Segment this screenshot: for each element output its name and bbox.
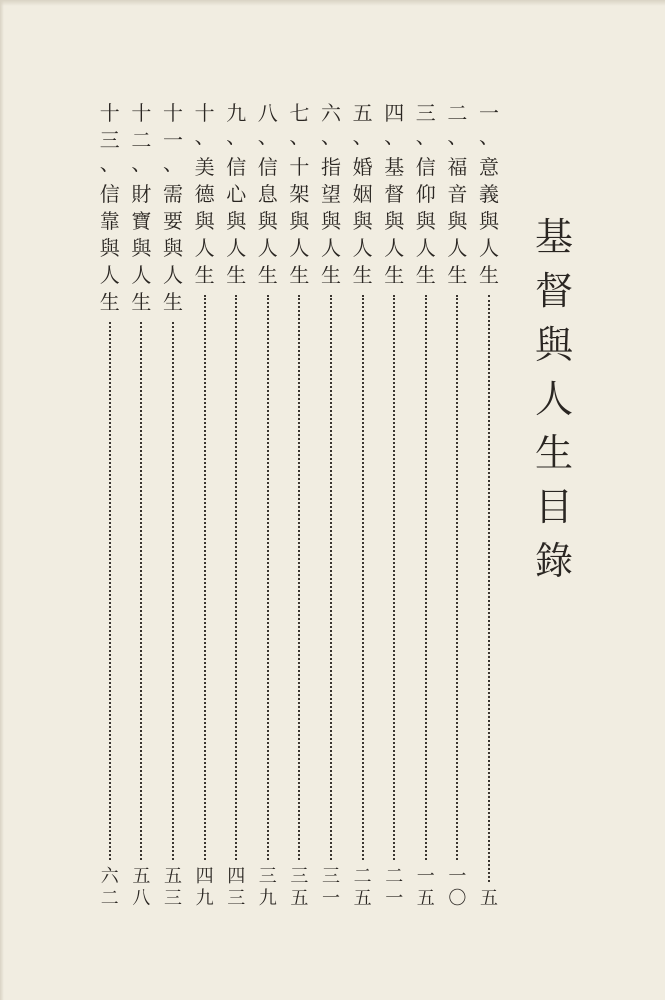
toc-entry-title: 與 — [352, 209, 373, 233]
page-edge-shadow-left — [0, 0, 4, 1000]
page-number-glyph: 九 — [258, 888, 277, 909]
dot-leader — [425, 295, 427, 860]
toc-entry-label — [286, 100, 312, 289]
title-glyph: 生 — [534, 431, 573, 475]
toc-entry-label — [381, 100, 407, 289]
toc-entry[interactable] — [318, 100, 344, 910]
enumeration-comma: 、 — [289, 124, 310, 148]
toc-entry-title: 要 — [163, 209, 183, 233]
toc-entry-title: 與 — [321, 209, 341, 233]
toc-entry-page-number — [350, 866, 376, 910]
toc-entry-title: 生 — [226, 263, 247, 287]
toc-entry-title: 生 — [99, 290, 120, 314]
toc-entry-label — [350, 100, 376, 289]
toc-entry-title: 與 — [194, 209, 215, 233]
toc-entry-page-number — [444, 866, 470, 910]
dot-leader — [362, 295, 364, 860]
toc-entry-page-number — [128, 866, 154, 910]
toc-entry-number: 六 — [321, 101, 341, 125]
toc-entry-label — [97, 100, 123, 316]
toc-entry-label — [476, 100, 502, 289]
dot-leader — [109, 322, 111, 860]
toc-entry-title: 生 — [163, 290, 183, 314]
toc-entry-number: 七 — [289, 101, 310, 125]
enumeration-comma: 、 — [257, 124, 278, 148]
toc-entry-title: 信 — [99, 182, 120, 206]
toc-entry[interactable] — [128, 100, 154, 910]
toc-entry-title: 意 — [479, 155, 499, 179]
page-number-glyph: 一 — [385, 888, 404, 909]
title-glyph: 與 — [534, 323, 573, 367]
toc-entry-title: 與 — [99, 236, 120, 260]
page-number-glyph: 六 — [100, 866, 119, 887]
toc-entry[interactable] — [286, 100, 312, 910]
toc-entry-label — [128, 100, 154, 316]
toc-entry-title: 與 — [447, 209, 468, 233]
toc-entry-title: 督 — [384, 182, 405, 206]
toc-entry-page-number — [413, 866, 439, 910]
toc-entry-title: 音 — [447, 182, 468, 206]
dot-leader — [172, 322, 174, 860]
page-number-glyph: 五 — [416, 888, 435, 909]
page-number-glyph: 一 — [416, 866, 435, 887]
toc-entry-page-number — [318, 866, 344, 910]
toc-entry-title: 美 — [194, 155, 215, 179]
toc-entry-title: 息 — [257, 182, 278, 206]
toc-entry-label — [413, 100, 439, 289]
toc-entry-title: 生 — [257, 263, 278, 287]
toc-entry-title: 人 — [384, 236, 405, 260]
toc-entry-number: 十 — [99, 101, 120, 125]
toc-entry-title: 婚 — [352, 155, 373, 179]
dot-leader — [204, 295, 206, 860]
toc-entry-page-number — [286, 866, 312, 910]
toc-entry-title: 架 — [289, 182, 310, 206]
enumeration-comma: 、 — [321, 124, 341, 148]
toc-entry-title: 生 — [289, 263, 310, 287]
toc-entry-number: 三 — [99, 128, 120, 152]
toc-entry-title: 義 — [479, 182, 499, 206]
toc-entry-title: 姻 — [352, 182, 373, 206]
toc-entry-title: 與 — [289, 209, 310, 233]
toc-entry-page-number — [255, 866, 281, 910]
dot-leader — [393, 295, 395, 860]
toc-entry-title: 與 — [479, 209, 499, 233]
dot-leader — [330, 295, 332, 860]
toc-entry[interactable] — [192, 100, 218, 910]
toc-entry-number: 十 — [194, 101, 215, 125]
toc-entry-title: 靠 — [99, 209, 120, 233]
page-number-glyph: 四 — [195, 866, 214, 887]
page-number-glyph: 三 — [322, 866, 340, 887]
toc-entry-title: 信 — [257, 155, 278, 179]
page-number-glyph: 九 — [195, 888, 214, 909]
title-glyph: 督 — [534, 269, 573, 313]
toc-entry-title: 生 — [194, 263, 215, 287]
toc-entry[interactable] — [223, 100, 249, 910]
toc-entry-number: 一 — [163, 128, 183, 152]
page-number-glyph: 二 — [353, 866, 372, 887]
toc-entry-title: 人 — [289, 236, 310, 260]
enumeration-comma: 、 — [131, 151, 152, 175]
toc-entry-page-number — [160, 866, 186, 910]
toc-entry-number: 二 — [131, 128, 152, 152]
toc-entry-number: 十 — [131, 101, 152, 125]
toc-entry-title: 信 — [226, 155, 247, 179]
toc-entry-label — [192, 100, 218, 289]
page-number-glyph: 三 — [290, 866, 309, 887]
toc-entry-number: 五 — [352, 101, 373, 125]
toc-entry-label — [255, 100, 281, 289]
toc-entry-page-number — [476, 888, 502, 910]
title-glyph: 目 — [534, 485, 573, 529]
toc-entry-number: 四 — [384, 101, 405, 125]
toc-entry-title: 與 — [226, 209, 247, 233]
toc-entry-title: 德 — [194, 182, 215, 206]
dot-leader — [488, 295, 490, 882]
toc-entry-title: 與 — [163, 236, 183, 260]
toc-entry-title: 人 — [415, 236, 436, 260]
page-number-glyph: 二 — [385, 866, 404, 887]
toc-entry-title: 需 — [163, 182, 183, 206]
page-number-glyph: 五 — [480, 888, 498, 909]
toc-entry-label — [160, 100, 186, 316]
toc-entry-label — [444, 100, 470, 289]
enumeration-comma: 、 — [479, 124, 499, 148]
toc-entry-number: 九 — [226, 101, 247, 125]
toc-entry-label — [318, 100, 344, 289]
toc-entry-title: 與 — [257, 209, 278, 233]
page-edge-shadow — [0, 0, 665, 6]
enumeration-comma: 、 — [99, 151, 120, 175]
page-number-glyph: 二 — [100, 888, 119, 909]
page-number-glyph: 一 — [448, 866, 467, 887]
toc-entry-title: 指 — [321, 155, 341, 179]
toc-entry-title: 人 — [257, 236, 278, 260]
enumeration-comma: 、 — [447, 124, 468, 148]
dot-leader — [267, 295, 269, 860]
toc-entry-title: 財 — [131, 182, 152, 206]
toc-entry-title: 人 — [226, 236, 247, 260]
page-number-glyph: 一 — [322, 888, 340, 909]
toc-entry[interactable] — [350, 100, 376, 910]
page-number-glyph: 五 — [164, 866, 182, 887]
toc-entry-title: 人 — [131, 263, 152, 287]
page-number-glyph: 五 — [290, 888, 309, 909]
toc-entry-title: 與 — [131, 236, 152, 260]
toc-entry-page-number — [97, 866, 123, 910]
toc-entry-title: 生 — [352, 263, 373, 287]
toc-entry-title: 生 — [131, 290, 152, 314]
page-number-glyph: 三 — [227, 888, 246, 909]
toc-entry-title: 福 — [447, 155, 468, 179]
page-number-glyph: 三 — [164, 888, 182, 909]
toc-entry-title: 寶 — [131, 209, 152, 233]
title-glyph: 錄 — [534, 539, 573, 583]
page-number-glyph: 三 — [258, 866, 277, 887]
toc-entry-title: 望 — [321, 182, 341, 206]
page-number-glyph: 八 — [132, 888, 151, 909]
toc-entry[interactable] — [413, 100, 439, 910]
dot-leader — [235, 295, 237, 860]
enumeration-comma: 、 — [163, 151, 183, 175]
toc-entry-title: 人 — [479, 236, 499, 260]
toc-entry-page-number — [192, 866, 218, 910]
toc-entry-page-number — [223, 866, 249, 910]
toc-entry-title: 人 — [321, 236, 341, 260]
toc-entry-title: 十 — [289, 155, 310, 179]
page-number-glyph: 五 — [353, 888, 372, 909]
toc-entry-number: 一 — [479, 101, 499, 125]
enumeration-comma: 、 — [384, 124, 405, 148]
enumeration-comma: 、 — [352, 124, 373, 148]
page-title — [532, 215, 576, 596]
toc-entry-title: 人 — [352, 236, 373, 260]
toc-entry-title: 生 — [321, 263, 341, 287]
toc-entry-title: 心 — [226, 182, 247, 206]
toc-entry-title: 生 — [384, 263, 405, 287]
toc-entry-title: 生 — [447, 263, 468, 287]
toc-entry-title: 生 — [479, 263, 499, 287]
toc-entry[interactable] — [97, 100, 123, 910]
page-number-glyph: 〇 — [448, 888, 467, 909]
toc-entry-title: 生 — [415, 263, 436, 287]
toc-entry-number: 八 — [257, 101, 278, 125]
toc-entry[interactable] — [160, 100, 186, 910]
title-glyph: 基 — [534, 215, 573, 259]
toc-entry[interactable] — [381, 100, 407, 910]
toc-entry-title: 基 — [384, 155, 405, 179]
toc-entry-number: 三 — [415, 101, 436, 125]
toc-entry[interactable] — [444, 100, 470, 910]
toc-entry-title: 仰 — [415, 182, 436, 206]
dot-leader — [456, 295, 458, 860]
toc-entry-title: 人 — [194, 236, 215, 260]
toc-entry-label — [223, 100, 249, 289]
toc-entry[interactable] — [255, 100, 281, 910]
dot-leader — [140, 322, 142, 860]
toc-entry-title: 與 — [384, 209, 405, 233]
toc-entry-number: 二 — [447, 101, 468, 125]
enumeration-comma: 、 — [226, 124, 247, 148]
table-of-contents — [84, 100, 504, 920]
page-number-glyph: 五 — [132, 866, 151, 887]
toc-entry-title: 信 — [415, 155, 436, 179]
toc-entry-title: 人 — [99, 263, 120, 287]
toc-entry-page-number — [381, 866, 407, 910]
title-glyph: 人 — [534, 377, 573, 421]
toc-entry-title: 人 — [447, 236, 468, 260]
page-number-glyph: 四 — [227, 866, 246, 887]
toc-entry-title: 與 — [415, 209, 436, 233]
toc-entry-title: 人 — [163, 263, 183, 287]
toc-entry[interactable] — [476, 100, 502, 910]
dot-leader — [298, 295, 300, 860]
toc-entry-number: 十 — [163, 101, 183, 125]
enumeration-comma: 、 — [415, 124, 436, 148]
enumeration-comma: 、 — [194, 124, 215, 148]
